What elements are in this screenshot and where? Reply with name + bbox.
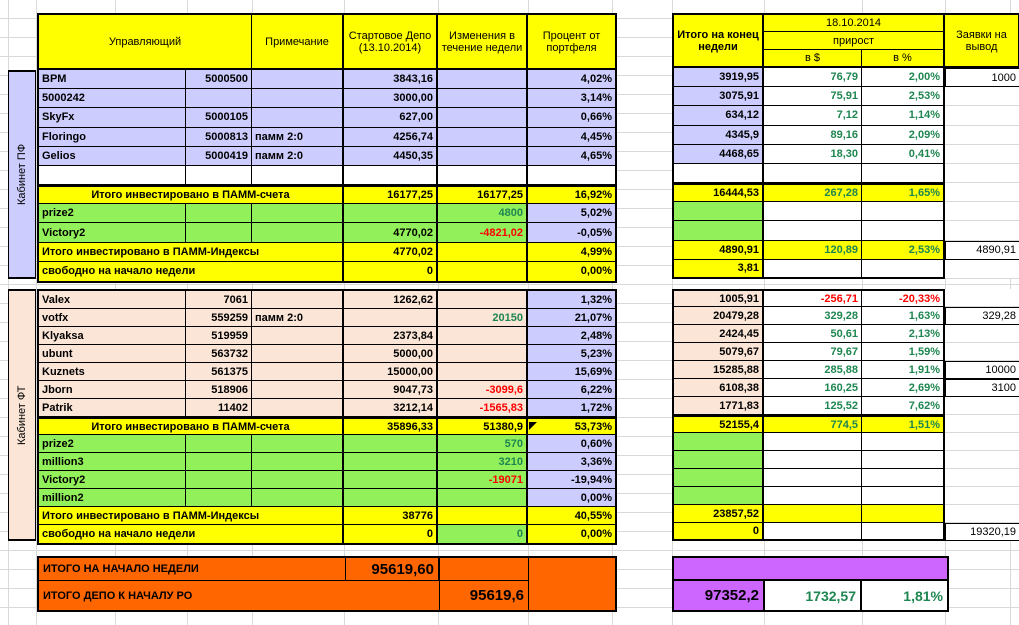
cell-growth-usd[interactable]: 125,52 [764, 397, 862, 415]
cell-withdraw[interactable] [945, 451, 1019, 469]
cell-total-end[interactable]: 52155,4 [672, 415, 764, 433]
cell-manager-name[interactable]: Victory2 [39, 471, 186, 489]
cell-growth-usd[interactable]: 774,5 [764, 415, 862, 433]
cell-total-end[interactable]: 15285,88 [672, 361, 764, 379]
cell-total-end[interactable]: 3,81 [672, 260, 764, 279]
cell-withdraw[interactable] [945, 164, 1019, 183]
cell-account[interactable]: 5000500 [186, 70, 252, 89]
cell-total-end[interactable] [672, 164, 764, 183]
cell-start-depo[interactable]: 35896,33 [344, 417, 438, 435]
cell-growth-usd[interactable] [764, 487, 862, 505]
cell-total-end[interactable] [672, 451, 764, 469]
cell-change[interactable] [438, 70, 528, 89]
cell-total-end[interactable]: 0 [672, 523, 764, 541]
cell-growth-usd[interactable] [764, 505, 862, 523]
cell-percent[interactable]: -0,05% [528, 223, 615, 242]
cell-change[interactable]: -4821,02 [438, 223, 528, 242]
cell-account[interactable]: 11402 [186, 399, 252, 417]
cell-account[interactable]: 5000813 [186, 128, 252, 147]
cell-account[interactable]: 518906 [186, 381, 252, 399]
cell-percent[interactable]: 1,72% [528, 399, 615, 417]
cell-total-end[interactable]: 4345,9 [672, 126, 764, 145]
cell-account[interactable] [186, 453, 252, 471]
cell-total-end[interactable]: 5079,67 [672, 343, 764, 361]
cell-start-depo[interactable]: 4450,35 [344, 147, 438, 166]
cell-withdraw[interactable] [945, 87, 1019, 106]
section-label-pf[interactable]: Кабинет ПФ [8, 70, 36, 279]
cell-growth-usd[interactable]: 18,30 [764, 145, 862, 164]
empty-cell[interactable] [529, 558, 615, 581]
header-date[interactable]: 18.10.2014 [764, 13, 945, 32]
cell-start-depo[interactable]: 627,00 [344, 108, 438, 127]
cell-change[interactable]: 570 [438, 435, 528, 453]
cell-percent[interactable]: 1,32% [528, 291, 615, 309]
cell-percent[interactable]: 0,00% [528, 489, 615, 507]
header-total-end[interactable]: Итого на конец недели [672, 13, 764, 68]
total-depo-start-label[interactable]: ИТОГО ДЕПО К НАЧАЛУ РО [39, 581, 439, 610]
cell-withdraw[interactable] [945, 505, 1019, 523]
header-growth[interactable]: прирост [764, 32, 945, 50]
cell-total-label[interactable]: Итого инвестировано в ПАММ-Индексы [39, 507, 344, 525]
cell-percent[interactable]: 40,55% [528, 507, 615, 525]
cell-change[interactable] [438, 262, 528, 281]
cell-manager-name[interactable]: million2 [39, 489, 186, 507]
cell-growth-usd[interactable]: 7,12 [764, 106, 862, 125]
cell-change[interactable] [438, 291, 528, 309]
cell-note[interactable] [252, 204, 344, 223]
cell-manager-name[interactable]: ubunt [39, 345, 186, 363]
cell-growth-pct[interactable]: 2,53% [862, 87, 945, 106]
cell-growth-pct[interactable]: 2,09% [862, 126, 945, 145]
cell-note[interactable] [252, 223, 344, 242]
cell-growth-usd[interactable] [764, 469, 862, 487]
total-growth-usd[interactable]: 1732,57 [765, 581, 862, 610]
cell-growth-usd[interactable]: 160,25 [764, 379, 862, 397]
cell-growth-pct[interactable] [862, 164, 945, 183]
cell-growth-usd[interactable] [764, 260, 862, 279]
cell-total-end[interactable]: 3075,91 [672, 87, 764, 106]
cell-total-end[interactable]: 2424,45 [672, 325, 764, 343]
cell-percent[interactable]: 4,99% [528, 243, 615, 262]
header-withdraw-requests[interactable]: Заявки на вывод [945, 13, 1019, 68]
header-changes[interactable]: Изменения в течение недели [438, 15, 528, 70]
cell-withdraw[interactable] [945, 221, 1019, 240]
cell-manager-name[interactable]: 5000242 [39, 89, 186, 108]
cell-percent[interactable]: 0,00% [528, 262, 615, 281]
cell-change[interactable]: -1565,83 [438, 399, 528, 417]
cell-growth-usd[interactable] [764, 221, 862, 240]
cell-account[interactable]: 519959 [186, 327, 252, 345]
cell-start-depo[interactable]: 3843,16 [344, 70, 438, 89]
cell-growth-pct[interactable]: 1,65% [862, 183, 945, 202]
cell-manager-name[interactable]: million3 [39, 453, 186, 471]
cell-total-end[interactable]: 16444,53 [672, 183, 764, 202]
cell-start-depo[interactable] [344, 453, 438, 471]
cell-growth-usd[interactable]: 76,79 [764, 68, 862, 87]
cell-note[interactable] [252, 399, 344, 417]
cell-note[interactable] [252, 327, 344, 345]
cell-withdraw[interactable] [945, 106, 1019, 125]
cell-change[interactable]: 51380,9 [438, 417, 528, 435]
cell-growth-usd[interactable] [764, 523, 862, 541]
cell-withdraw[interactable] [945, 183, 1019, 202]
cell-withdraw[interactable]: 10000 [945, 361, 1019, 379]
cell-total-end[interactable]: 4468,65 [672, 145, 764, 164]
cell-growth-pct[interactable]: 7,62% [862, 397, 945, 415]
total-start-week-value[interactable]: 95619,60 [345, 558, 439, 581]
cell-start-depo[interactable] [344, 489, 438, 507]
cell-start-depo[interactable]: 3000,00 [344, 89, 438, 108]
cell-withdraw[interactable] [945, 397, 1019, 415]
cell-change[interactable]: 4800 [438, 204, 528, 223]
cell-note[interactable] [252, 471, 344, 489]
cell-note[interactable]: памм 2:0 [252, 128, 344, 147]
cell-account[interactable]: 5000419 [186, 147, 252, 166]
header-start-depo[interactable]: Стартовое Депо (13.10.2014) [344, 15, 438, 70]
cell-percent[interactable]: 53,73% [528, 417, 615, 435]
empty-cell[interactable] [529, 581, 615, 610]
cell-note[interactable]: памм 2:0 [252, 147, 344, 166]
cell-growth-pct[interactable]: 2,69% [862, 379, 945, 397]
cell-percent[interactable]: 5,02% [528, 204, 615, 223]
cell-growth-pct[interactable]: 1,14% [862, 106, 945, 125]
cell-start-depo[interactable] [344, 471, 438, 489]
cell-start-depo[interactable]: 9047,73 [344, 381, 438, 399]
cell-start-depo[interactable]: 16177,25 [344, 185, 438, 204]
cell-change[interactable] [438, 243, 528, 262]
cell-note[interactable] [252, 363, 344, 381]
cell-percent[interactable]: 6,22% [528, 381, 615, 399]
cell-account[interactable] [186, 204, 252, 223]
cell-account[interactable] [186, 166, 252, 185]
cell-start-depo[interactable]: 4770,02 [344, 223, 438, 242]
cell-total-end[interactable]: 3919,95 [672, 68, 764, 87]
empty-cell[interactable] [439, 558, 529, 581]
cell-growth-pct[interactable] [862, 523, 945, 541]
cell-withdraw[interactable] [945, 145, 1019, 164]
cell-account[interactable]: 7061 [186, 291, 252, 309]
cell-withdraw[interactable] [945, 415, 1019, 433]
header-note[interactable]: Примечание [252, 15, 344, 70]
cell-percent[interactable]: 4,45% [528, 128, 615, 147]
cell-manager-name[interactable]: Gelios [39, 147, 186, 166]
cell-withdraw[interactable] [945, 126, 1019, 145]
cell-growth-pct[interactable] [862, 202, 945, 221]
cell-withdraw[interactable] [945, 202, 1019, 221]
cell-growth-pct[interactable]: 0,41% [862, 145, 945, 164]
cell-growth-pct[interactable]: -20,33% [862, 289, 945, 307]
cell-growth-pct[interactable] [862, 505, 945, 523]
cell-account[interactable] [186, 489, 252, 507]
cell-percent[interactable]: 15,69% [528, 363, 615, 381]
cell-change[interactable]: 0 [438, 525, 528, 543]
cell-start-depo[interactable] [344, 166, 438, 185]
cell-start-depo[interactable] [344, 309, 438, 327]
cell-growth-pct[interactable] [862, 469, 945, 487]
cell-start-depo[interactable] [344, 435, 438, 453]
cell-change[interactable]: 16177,25 [438, 185, 528, 204]
cell-growth-usd[interactable]: 75,91 [764, 87, 862, 106]
cell-manager-name[interactable]: Floringo [39, 128, 186, 147]
cell-total-end[interactable]: 634,12 [672, 106, 764, 125]
cell-growth-pct[interactable] [862, 433, 945, 451]
cell-note[interactable] [252, 435, 344, 453]
cell-change[interactable]: 20150 [438, 309, 528, 327]
cell-percent[interactable]: 21,07% [528, 309, 615, 327]
cell-growth-usd[interactable]: 120,89 [764, 241, 862, 260]
cell-growth-usd[interactable]: 285,88 [764, 361, 862, 379]
total-depo-end-value[interactable]: 97352,2 [674, 581, 765, 610]
cell-total-end[interactable]: 1771,83 [672, 397, 764, 415]
cell-total-end[interactable]: 6108,38 [672, 379, 764, 397]
cell-change[interactable] [438, 128, 528, 147]
cell-manager-name[interactable]: prize2 [39, 435, 186, 453]
cell-change[interactable] [438, 363, 528, 381]
cell-change[interactable] [438, 489, 528, 507]
header-percent[interactable]: Процент от портфеля [528, 15, 615, 70]
cell-manager-name[interactable]: Valex [39, 291, 186, 309]
header-in-usd[interactable]: в $ [764, 50, 862, 68]
cell-change[interactable] [438, 166, 528, 185]
cell-growth-usd[interactable]: 50,61 [764, 325, 862, 343]
cell-start-depo[interactable] [344, 204, 438, 223]
cell-growth-pct[interactable] [862, 221, 945, 240]
cell-total-label[interactable]: свободно на начало недели [39, 525, 344, 543]
cell-total-end[interactable]: 20479,28 [672, 307, 764, 325]
cell-total-end[interactable]: 4890,91 [672, 241, 764, 260]
cell-change[interactable] [438, 89, 528, 108]
cell-manager-name[interactable]: Victory2 [39, 223, 186, 242]
cell-note[interactable] [252, 108, 344, 127]
cell-percent[interactable] [528, 166, 615, 185]
cell-withdraw[interactable] [945, 487, 1019, 505]
cell-growth-usd[interactable] [764, 202, 862, 221]
cell-withdraw[interactable] [945, 343, 1019, 361]
cell-growth-pct[interactable]: 1,59% [862, 343, 945, 361]
cell-note[interactable] [252, 70, 344, 89]
cell-growth-pct[interactable]: 2,53% [862, 241, 945, 260]
cell-withdraw[interactable] [945, 469, 1019, 487]
total-start-week-label[interactable]: ИТОГО НА НАЧАЛО НЕДЕЛИ [39, 558, 345, 581]
cell-growth-usd[interactable]: 267,28 [764, 183, 862, 202]
cell-percent[interactable]: 4,65% [528, 147, 615, 166]
cell-account[interactable] [186, 471, 252, 489]
cell-start-depo[interactable]: 5000,00 [344, 345, 438, 363]
cell-note[interactable] [252, 89, 344, 108]
cell-total-label[interactable]: Итого инвестировано в ПАММ-Индексы [39, 243, 344, 262]
empty-cell[interactable] [674, 558, 947, 581]
cell-withdraw[interactable]: 19320,19 [945, 523, 1019, 541]
cell-withdraw[interactable]: 1000 [945, 68, 1019, 87]
cell-growth-pct[interactable] [862, 451, 945, 469]
cell-start-depo[interactable]: 0 [344, 525, 438, 543]
cell-total-label[interactable]: Итого инвестировано в ПАММ-счета [39, 417, 344, 435]
cell-percent[interactable]: -19,94% [528, 471, 615, 489]
cell-growth-pct[interactable] [862, 260, 945, 279]
cell-percent[interactable]: 5,23% [528, 345, 615, 363]
cell-manager-name[interactable]: votfx [39, 309, 186, 327]
cell-percent[interactable]: 0,66% [528, 108, 615, 127]
cell-percent[interactable]: 4,02% [528, 70, 615, 89]
cell-growth-usd[interactable] [764, 433, 862, 451]
cell-account[interactable]: 5000105 [186, 108, 252, 127]
cell-account[interactable]: 559259 [186, 309, 252, 327]
total-growth-pct[interactable]: 1,81% [903, 587, 943, 604]
cell-manager-name[interactable]: prize2 [39, 204, 186, 223]
cell-total-label[interactable]: свободно на начало недели [39, 262, 344, 281]
cell-total-end[interactable] [672, 221, 764, 240]
cell-change[interactable]: -19071 [438, 471, 528, 489]
cell-note[interactable] [252, 381, 344, 399]
cell-start-depo[interactable]: 0 [344, 262, 438, 281]
cell-total-end[interactable] [672, 433, 764, 451]
cell-percent[interactable]: 0,60% [528, 435, 615, 453]
cell-total-end[interactable]: 1005,91 [672, 289, 764, 307]
cell-note[interactable] [252, 291, 344, 309]
cell-manager-name[interactable]: Klyaksa [39, 327, 186, 345]
cell-change[interactable]: 3210 [438, 453, 528, 471]
cell-manager-name[interactable]: SkyFx [39, 108, 186, 127]
cell-start-depo[interactable]: 1262,62 [344, 291, 438, 309]
cell-note[interactable] [252, 345, 344, 363]
cell-account[interactable] [186, 223, 252, 242]
cell-account[interactable] [186, 435, 252, 453]
header-manager[interactable]: Управляющий [39, 15, 252, 70]
cell-start-depo[interactable]: 38776 [344, 507, 438, 525]
cell-growth-pct[interactable]: 2,00% [862, 68, 945, 87]
cell-manager-name[interactable]: Jborn [39, 381, 186, 399]
cell-growth-usd[interactable]: -256,71 [764, 289, 862, 307]
cell-growth-pct[interactable] [862, 487, 945, 505]
cell-withdraw[interactable]: 3100 [945, 379, 1019, 397]
cell-withdraw[interactable] [945, 433, 1019, 451]
cell-growth-pct[interactable]: 1,63% [862, 307, 945, 325]
total-depo-start-value[interactable]: 95619,6 [439, 581, 529, 610]
cell-total-end[interactable]: 23857,52 [672, 505, 764, 523]
cell-withdraw[interactable] [945, 289, 1019, 307]
cell-start-depo[interactable]: 4256,74 [344, 128, 438, 147]
cell-note[interactable] [252, 453, 344, 471]
cell-growth-usd[interactable] [764, 451, 862, 469]
cell-percent[interactable]: 3,14% [528, 89, 615, 108]
cell-manager-name[interactable]: Patrik [39, 399, 186, 417]
section-label-ft[interactable]: Кабинет ФТ [8, 289, 36, 541]
cell-percent[interactable]: 0,00% [528, 525, 615, 543]
cell-percent[interactable]: 3,36% [528, 453, 615, 471]
cell-change[interactable] [438, 345, 528, 363]
cell-account[interactable]: 561375 [186, 363, 252, 381]
cell-note[interactable] [252, 166, 344, 185]
cell-growth-pct[interactable]: 2,13% [862, 325, 945, 343]
cell-start-depo[interactable]: 2373,84 [344, 327, 438, 345]
cell-growth-usd[interactable] [764, 164, 862, 183]
cell-change[interactable] [438, 147, 528, 166]
header-in-pct[interactable]: в % [862, 50, 945, 68]
cell-note[interactable] [252, 489, 344, 507]
cell-change[interactable] [438, 327, 528, 345]
cell-manager-name[interactable] [39, 166, 186, 185]
cell-percent[interactable]: 2,48% [528, 327, 615, 345]
cell-growth-usd[interactable]: 79,67 [764, 343, 862, 361]
cell-withdraw[interactable] [945, 260, 1019, 279]
cell-withdraw[interactable] [945, 325, 1019, 343]
cell-change[interactable] [438, 507, 528, 525]
cell-withdraw[interactable]: 4890,91 [945, 241, 1019, 260]
cell-total-label[interactable]: Итого инвестировано в ПАММ-счета [39, 185, 344, 204]
cell-manager-name[interactable]: BPM [39, 70, 186, 89]
cell-percent[interactable]: 16,92% [528, 185, 615, 204]
cell-account[interactable]: 563732 [186, 345, 252, 363]
cell-withdraw[interactable]: 329,28 [945, 307, 1019, 325]
cell-total-end[interactable] [672, 469, 764, 487]
cell-growth-pct[interactable]: 1,91% [862, 361, 945, 379]
cell-growth-usd[interactable]: 89,16 [764, 126, 862, 145]
cell-start-depo[interactable]: 3212,14 [344, 399, 438, 417]
cell-start-depo[interactable]: 4770,02 [344, 243, 438, 262]
cell-change[interactable] [438, 108, 528, 127]
cell-growth-usd[interactable]: 329,28 [764, 307, 862, 325]
cell-growth-pct[interactable]: 1,51% [862, 415, 945, 433]
cell-total-end[interactable] [672, 202, 764, 221]
cell-account[interactable] [186, 89, 252, 108]
cell-start-depo[interactable]: 15000,00 [344, 363, 438, 381]
cell-change[interactable]: -3099,6 [438, 381, 528, 399]
cell-total-end[interactable] [672, 487, 764, 505]
cell-note[interactable]: памм 2:0 [252, 309, 344, 327]
cell-manager-name[interactable]: Kuznets [39, 363, 186, 381]
